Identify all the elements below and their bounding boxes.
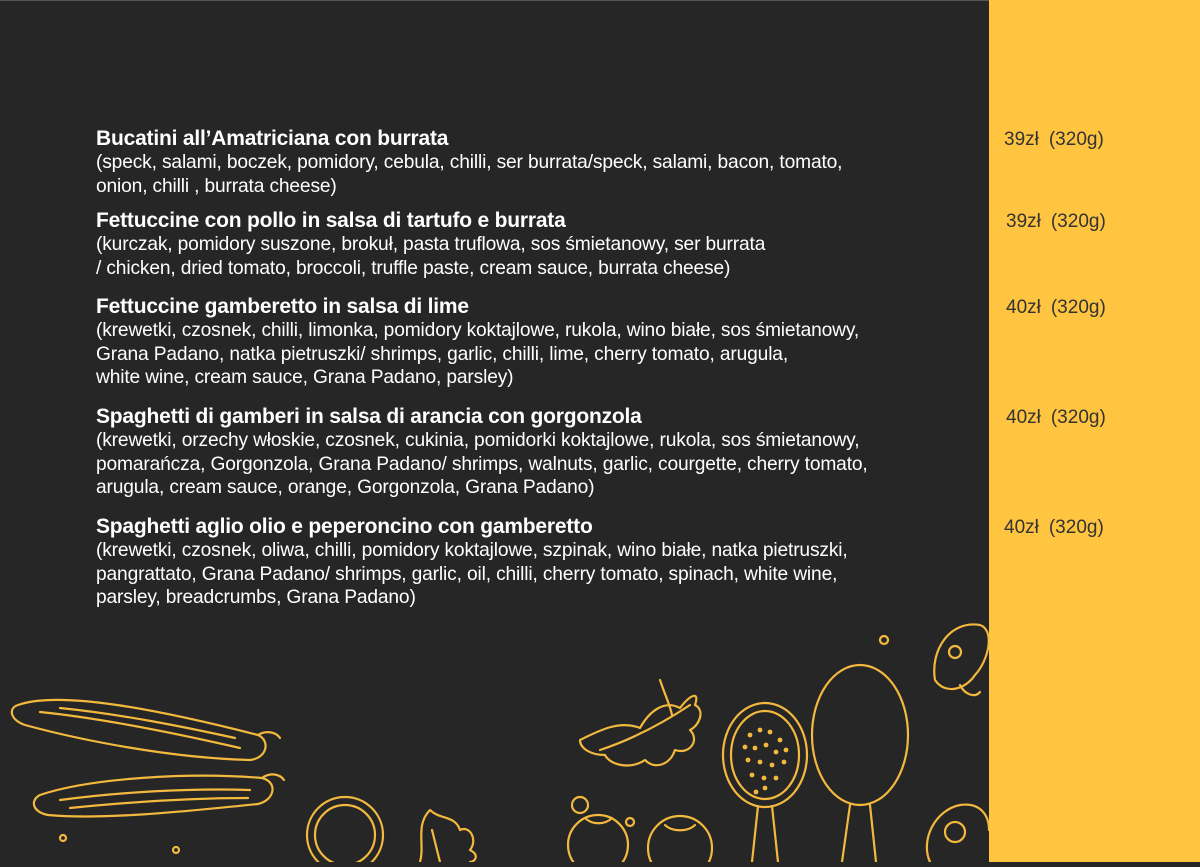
menu-item <box>96 127 996 198</box>
zucchini-icon <box>12 700 280 760</box>
portion-weight: (320g) <box>1050 211 1106 232</box>
dish-price <box>1006 296 1136 320</box>
dish-price <box>1004 516 1134 540</box>
plate-icon <box>307 797 383 862</box>
dish-name: Fettuccine gamberetto in salsa di lime <box>96 295 469 318</box>
dish-price <box>1004 128 1134 152</box>
menu-item <box>96 405 996 500</box>
parsley-icon <box>420 810 476 862</box>
zucchini-icon <box>34 774 284 816</box>
price-value: 39zł <box>1004 129 1039 150</box>
dish-description: (krewetki, orzechy włoskie, czosnek, cukinia, pomidorki koktajlowe, rukola, sos śmietanowy, pomarańcza, Gorgonzola, Grana Padano/ shrimps, walnuts, garlic, courgette, cherry tomato, arugula, cream sauce, orange, Gorgonzola, Grana Padano) <box>96 430 868 498</box>
price-value: 40zł <box>1006 297 1041 318</box>
portion-weight: (320g) <box>1048 129 1104 150</box>
mushroom-icon <box>934 624 989 695</box>
portion-weight: (320g) <box>1050 297 1106 318</box>
parsley-icon <box>580 680 700 765</box>
dish-name: Fettuccine con pollo in salsa di tartufo e burrata <box>96 209 566 232</box>
price-value: 39zł <box>1006 211 1041 232</box>
food-illustration-svg <box>0 600 989 862</box>
tomato-icon <box>568 797 628 862</box>
wooden-spoon-icon <box>812 665 908 862</box>
portion-weight: (320g) <box>1048 517 1104 538</box>
dish-description: (krewetki, czosnek, chilli, limonka, pomidory koktajlowe, rukola, wino białe, sos śmietanowy, Grana Padano, natka pietruszki/ shrimps, garlic, chilli, lime, cherry tomato, arugula, white wine, cream sauce, Grana Padano, parsley) <box>96 320 860 388</box>
wooden-spoon-icon <box>723 703 807 862</box>
tomato-icon <box>648 816 712 862</box>
dish-price <box>1006 210 1136 234</box>
price-value: 40zł <box>1006 407 1041 428</box>
menu-item <box>96 295 996 390</box>
portion-weight: (320g) <box>1050 407 1106 428</box>
price-value: 40zł <box>1004 517 1039 538</box>
dish-name: Spaghetti di gamberi in salsa di arancia con gorgonzola <box>96 405 642 428</box>
dish-description: (speck, salami, boczek, pomidory, cebula, chilli, ser burrata/speck, salami, bacon, tomato, onion, chilli , burrata cheese) <box>96 152 843 197</box>
dish-price <box>1006 406 1136 430</box>
dish-name: Bucatini all’Amatriciana con burrata <box>96 127 449 150</box>
menu-item <box>96 209 996 280</box>
dish-description: (kurczak, pomidory suszone, brokuł, pasta truflowa, sos śmietanowy, ser burrata / chicken, dried tomato, broccoli, truffle paste, cream sauce, burrata cheese) <box>96 234 766 279</box>
dish-name: Spaghetti aglio olio e peperoncino con gamberetto <box>96 515 593 538</box>
menu-item <box>96 515 996 610</box>
mushroom-icon <box>927 805 989 862</box>
food-illustration <box>0 600 989 862</box>
dish-description: (krewetki, czosnek, oliwa, chilli, pomidory koktajlowe, szpinak, wino białe, natka pietruszki, pangrattato, Grana Padano/ shrimps, garlic, oil, chilli, cherry tomato, spinach, white wine, parsley, breadcrumbs, Grana Padano) <box>96 540 848 608</box>
